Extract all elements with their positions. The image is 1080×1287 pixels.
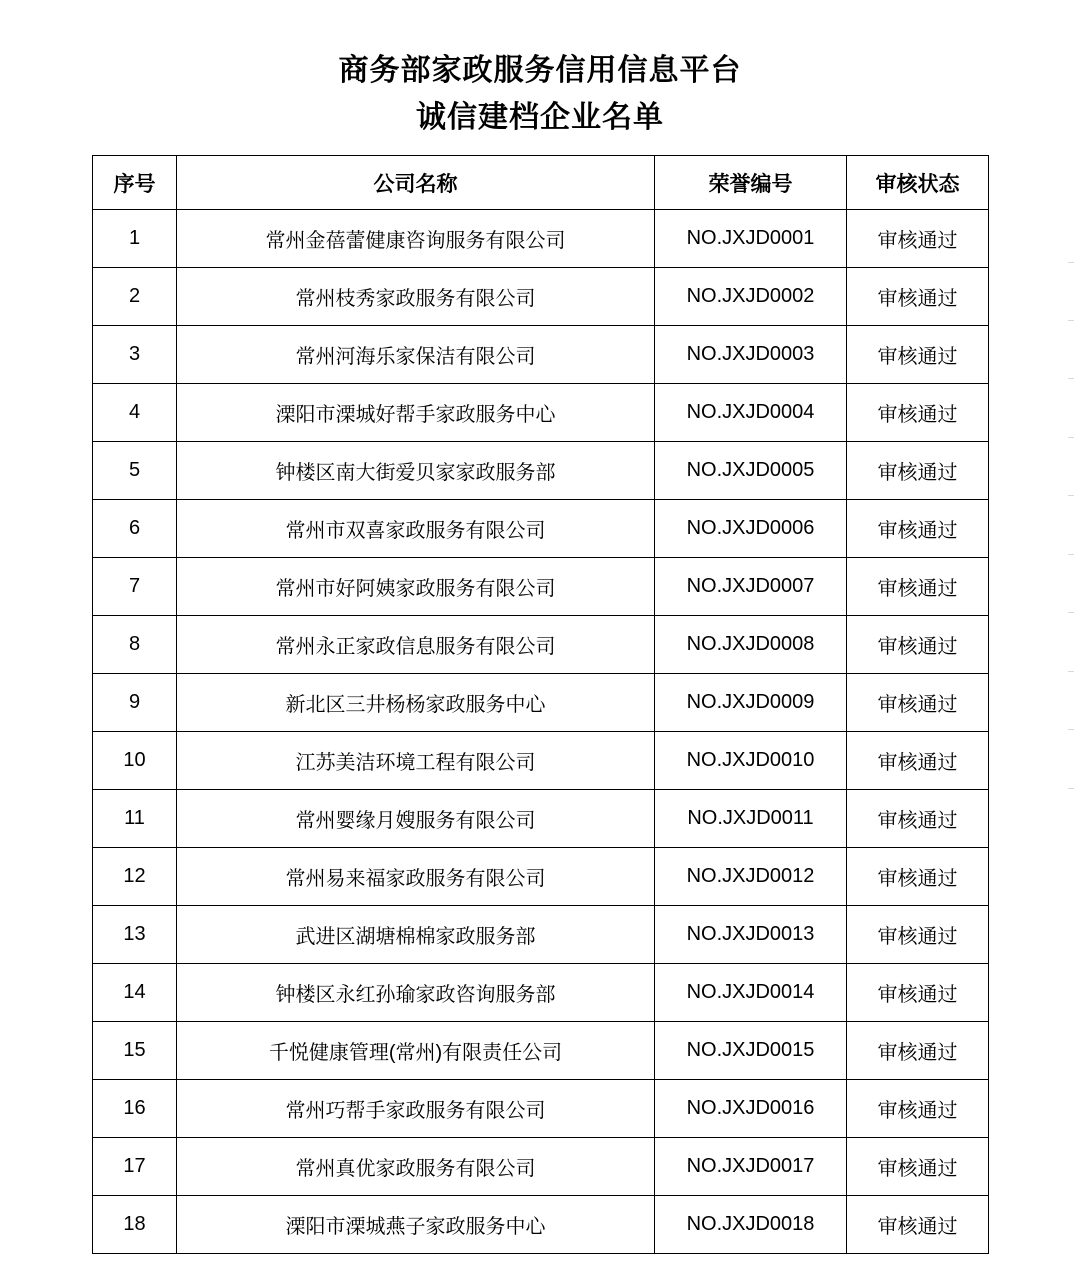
page-edge-mark [1068, 262, 1074, 263]
cell-review-status: 审核通过 [847, 1138, 989, 1196]
cell-index: 5 [93, 442, 177, 500]
page-edge-mark [1068, 788, 1074, 789]
cell-honor-number: NO.JXJD0008 [655, 616, 847, 674]
title-line-2: 诚信建档企业名单 [416, 100, 664, 134]
table-row [93, 1080, 989, 1138]
cell-honor-number: NO.JXJD0004 [655, 384, 847, 442]
cell-index: 7 [93, 558, 177, 616]
cell-honor-number: NO.JXJD0011 [655, 790, 847, 848]
cell-company-name: 常州枝秀家政服务有限公司 [177, 268, 655, 326]
cell-honor-number: NO.JXJD0009 [655, 674, 847, 732]
cell-honor-number: NO.JXJD0007 [655, 558, 847, 616]
cell-honor-number: NO.JXJD0006 [655, 500, 847, 558]
table-row [93, 384, 989, 442]
cell-review-status: 审核通过 [847, 1022, 989, 1080]
cell-review-status: 审核通过 [847, 384, 989, 442]
cell-index: 15 [93, 1022, 177, 1080]
cell-company-name: 新北区三井杨杨家政服务中心 [177, 674, 655, 732]
table-row [93, 442, 989, 500]
cell-honor-number: NO.JXJD0013 [655, 906, 847, 964]
table-row [93, 500, 989, 558]
cell-index: 17 [93, 1138, 177, 1196]
cell-company-name: 常州市好阿姨家政服务有限公司 [177, 558, 655, 616]
cell-index: 13 [93, 906, 177, 964]
cell-honor-number: NO.JXJD0001 [655, 210, 847, 268]
page-edge-mark [1068, 320, 1074, 321]
cell-company-name: 溧阳市溧城燕子家政服务中心 [177, 1196, 655, 1254]
cell-index: 14 [93, 964, 177, 1022]
cell-company-name: 常州河海乐家保洁有限公司 [177, 326, 655, 384]
table-header-row [93, 156, 989, 210]
page-edge-mark [1068, 729, 1074, 730]
table-row [93, 268, 989, 326]
cell-company-name: 溧阳市溧城好帮手家政服务中心 [177, 384, 655, 442]
company-list-table [92, 155, 989, 1254]
cell-review-status: 审核通过 [847, 616, 989, 674]
cell-review-status: 审核通过 [847, 326, 989, 384]
page-edge-mark [1068, 671, 1074, 672]
cell-company-name: 常州巧帮手家政服务有限公司 [177, 1080, 655, 1138]
cell-index: 12 [93, 848, 177, 906]
cell-company-name: 钟楼区南大街爱贝家家政服务部 [177, 442, 655, 500]
cell-review-status: 审核通过 [847, 210, 989, 268]
table-row [93, 326, 989, 384]
cell-honor-number: NO.JXJD0002 [655, 268, 847, 326]
cell-index: 18 [93, 1196, 177, 1254]
cell-review-status: 审核通过 [847, 674, 989, 732]
table-row [93, 964, 989, 1022]
cell-index: 16 [93, 1080, 177, 1138]
cell-review-status: 审核通过 [847, 790, 989, 848]
company-list-table-wrap [92, 155, 988, 1254]
cell-honor-number: NO.JXJD0018 [655, 1196, 847, 1254]
column-header-index: 序号 [93, 156, 177, 210]
cell-honor-number: NO.JXJD0005 [655, 442, 847, 500]
cell-index: 11 [93, 790, 177, 848]
table-row [93, 848, 989, 906]
cell-review-status: 审核通过 [847, 732, 989, 790]
cell-honor-number: NO.JXJD0014 [655, 964, 847, 1022]
table-row [93, 210, 989, 268]
table-row [93, 674, 989, 732]
column-header-honor-number: 荣誉编号 [655, 156, 847, 210]
cell-review-status: 审核通过 [847, 964, 989, 1022]
cell-honor-number: NO.JXJD0015 [655, 1022, 847, 1080]
cell-company-name: 常州易来福家政服务有限公司 [177, 848, 655, 906]
page-edge-mark [1068, 554, 1074, 555]
cell-review-status: 审核通过 [847, 500, 989, 558]
cell-company-name: 千悦健康管理(常州)有限责任公司 [177, 1022, 655, 1080]
table-row [93, 790, 989, 848]
cell-company-name: 常州真优家政服务有限公司 [177, 1138, 655, 1196]
table-row [93, 1138, 989, 1196]
cell-index: 6 [93, 500, 177, 558]
cell-index: 4 [93, 384, 177, 442]
cell-honor-number: NO.JXJD0012 [655, 848, 847, 906]
column-header-company-name: 公司名称 [177, 156, 655, 210]
cell-index: 8 [93, 616, 177, 674]
table-row [93, 616, 989, 674]
table-head [93, 156, 989, 210]
table-row [93, 906, 989, 964]
cell-index: 3 [93, 326, 177, 384]
cell-honor-number: NO.JXJD0003 [655, 326, 847, 384]
cell-index: 1 [93, 210, 177, 268]
cell-honor-number: NO.JXJD0010 [655, 732, 847, 790]
cell-company-name: 江苏美洁环境工程有限公司 [177, 732, 655, 790]
cell-index: 2 [93, 268, 177, 326]
page-edge-mark [1068, 612, 1074, 613]
table-row [93, 1022, 989, 1080]
page-edge-mark [1068, 378, 1074, 379]
page-edge-mark [1068, 495, 1074, 496]
cell-index: 9 [93, 674, 177, 732]
table-body [93, 210, 989, 1254]
title-line-1: 商务部家政服务信用信息平台 [338, 54, 742, 87]
table-row [93, 1196, 989, 1254]
cell-review-status: 审核通过 [847, 268, 989, 326]
cell-review-status: 审核通过 [847, 558, 989, 616]
page-edge-mark [1068, 437, 1074, 438]
table-row [93, 732, 989, 790]
cell-review-status: 审核通过 [847, 1080, 989, 1138]
cell-company-name: 常州金蓓蕾健康咨询服务有限公司 [177, 210, 655, 268]
cell-company-name: 常州永正家政信息服务有限公司 [177, 616, 655, 674]
cell-honor-number: NO.JXJD0016 [655, 1080, 847, 1138]
cell-review-status: 审核通过 [847, 442, 989, 500]
cell-company-name: 钟楼区永红孙瑜家政咨询服务部 [177, 964, 655, 1022]
cell-review-status: 审核通过 [847, 906, 989, 964]
column-header-review-status: 审核状态 [847, 156, 989, 210]
cell-review-status: 审核通过 [847, 1196, 989, 1254]
cell-index: 10 [93, 732, 177, 790]
document-title [0, 0, 1080, 141]
cell-company-name: 武进区湖塘棉棉家政服务部 [177, 906, 655, 964]
cell-company-name: 常州婴缘月嫂服务有限公司 [177, 790, 655, 848]
cell-honor-number: NO.JXJD0017 [655, 1138, 847, 1196]
cell-company-name: 常州市双喜家政服务有限公司 [177, 500, 655, 558]
cell-review-status: 审核通过 [847, 848, 989, 906]
table-row [93, 558, 989, 616]
